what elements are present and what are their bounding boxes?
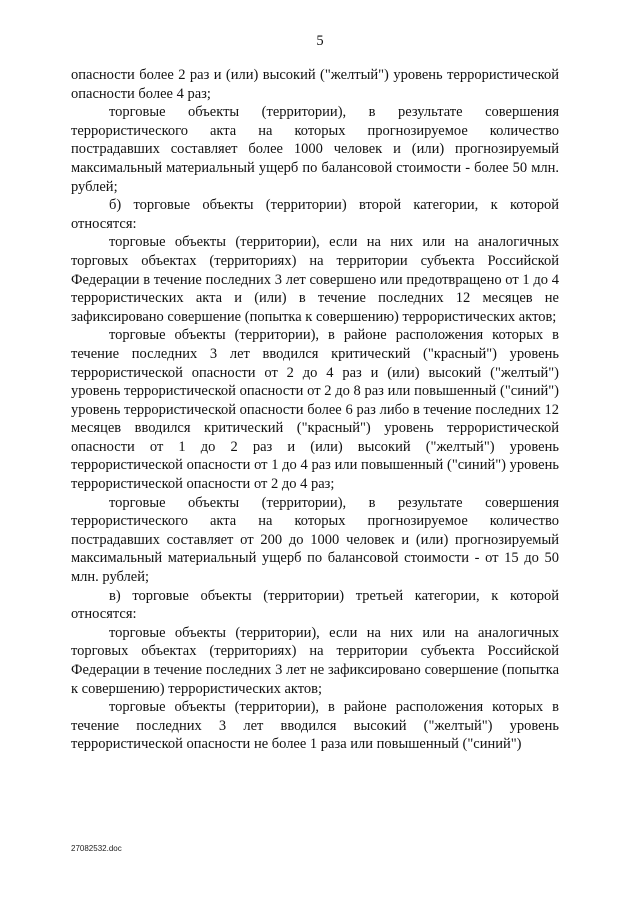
paragraph: торговые объекты (территории), в результате совершения террористического акта на которых прогнозируемое количество пострадавших составляет от 200 до 1000 человек и (или) прогнозируемый максимальный материальный ущерб по балансовой стоимости - от 15 до 50 млн. рублей; [71,494,559,586]
paragraph: торговые объекты (территории), в районе расположения которых в течение последних 3 лет вводился высокий ("желтый") уровень террористической опасности не более 1 раза или повышенный ("синий") [71,699,559,753]
paragraph: торговые объекты (территории), в районе расположения которых в течение последних 3 лет вводился критический ("красный") уровень террористической опасности от 2 до 4 раз и (или) высокий ("желтый") уровень террористической опасности от 2 до 8 раз или повышенный ("синий") уровень террористической опасности более 6 раз либо в течение последних 12 месяцев вводился критический ("красный") уровень террористической опасности от 1 до 2 раз и (или) высокий ("желтый") уровень террористической опасности от 1 до 4 раз или повышенный ("синий") уровень террористической опасности от 2 до 4 раз; [71,327,559,493]
document-body [71,66,559,754]
paragraph: торговые объекты (территории), если на них или на аналогичных торговых объектах (территориях) на территории субъекта Российской Федерации в течение последних 3 лет совершено или предотвращено от 1 до 4 террористических акта и (или) в течение последних 12 месяцев не зафиксировано совершение (попытка к совершению) террористических актов; [71,234,559,325]
paragraph-continuation: опасности более 2 раз и (или) высокий ("желтый") уровень террористической опасности более 4 раз; [71,67,559,102]
paragraph: торговые объекты (территории), в результате совершения террористического акта на которых прогнозируемое количество пострадавших составляет более 1000 человек и (или) прогнозируемый максимальный материальный ущерб по балансовой стоимости - более 50 млн. рублей; [71,104,559,195]
paragraph-category-c: в) торговые объекты (территории) третьей категории, к которой относятся: [71,587,559,623]
paragraph-category-b: б) торговые объекты (территории) второй категории, к которой относятся: [71,197,559,232]
footer-filename: 27082532.doc [71,844,122,853]
paragraph: торговые объекты (территории), если на них или на аналогичных торговых объектах (территориях) на территории субъекта Российской Федерации в течение последних 3 лет не зафиксировано совершение (попытка к совершению) террористических актов; [71,624,559,697]
page-number: 5 [316,33,324,49]
